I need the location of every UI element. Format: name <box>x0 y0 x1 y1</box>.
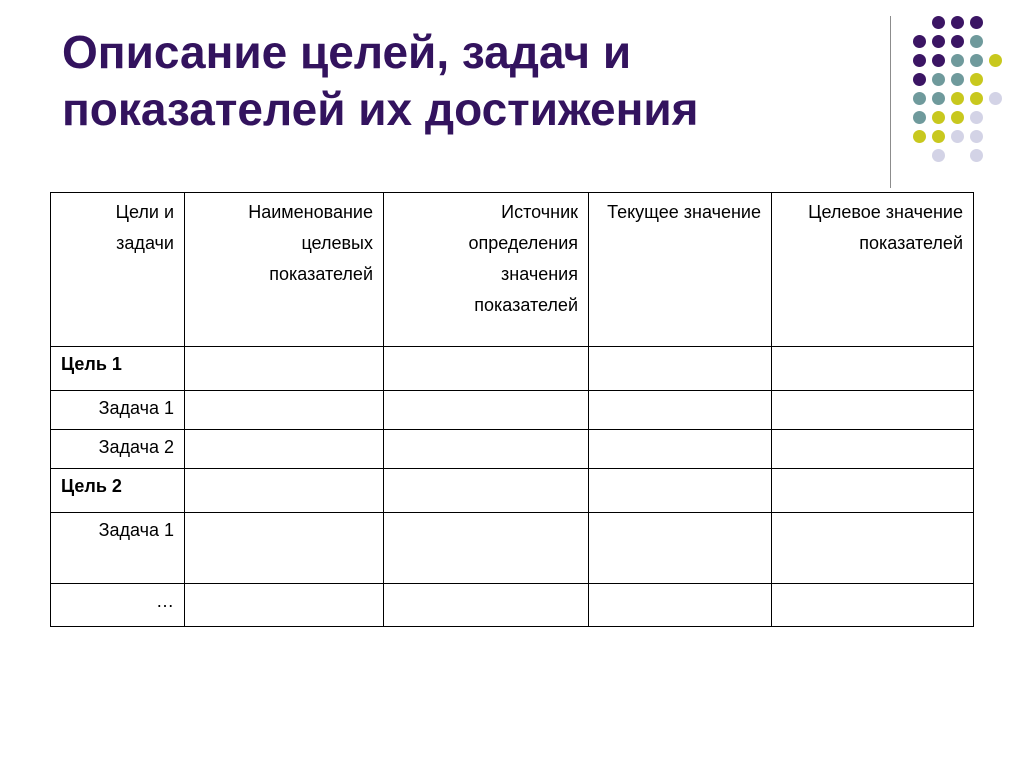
decorative-dot <box>970 73 983 86</box>
header-target-value: Целевое значение показателей <box>772 193 974 347</box>
table-cell[interactable] <box>185 430 384 469</box>
decorative-dot <box>970 16 983 29</box>
row-label: Задача 1 <box>51 391 185 430</box>
table-cell[interactable] <box>589 430 772 469</box>
page-title: Описание целей, задач и показателей их достижения <box>62 26 699 135</box>
table-row <box>51 584 974 627</box>
row-label: … <box>51 584 185 627</box>
decorative-dot <box>913 111 926 124</box>
header-goals-tasks: Цели и задачи <box>51 193 185 347</box>
decorative-dot <box>970 149 983 162</box>
decorative-dot <box>970 130 983 143</box>
table-cell[interactable] <box>772 391 974 430</box>
decorative-dot <box>951 111 964 124</box>
table-cell[interactable] <box>589 469 772 513</box>
header-value-source: Источник определения значения показателей <box>384 193 589 347</box>
decorative-dot <box>951 73 964 86</box>
decorative-dot <box>932 92 945 105</box>
table-cell[interactable] <box>772 430 974 469</box>
table-cell[interactable] <box>772 347 974 391</box>
row-label: Задача 2 <box>51 430 185 469</box>
decorative-dot <box>932 130 945 143</box>
table-cell[interactable] <box>589 584 772 627</box>
decorative-dot <box>913 35 926 48</box>
decorative-dot <box>913 92 926 105</box>
table-cell[interactable] <box>384 584 589 627</box>
decorative-dot <box>951 130 964 143</box>
table-cell[interactable] <box>772 469 974 513</box>
decorative-dot <box>913 54 926 67</box>
decorative-dot <box>932 149 945 162</box>
decorative-dot <box>970 54 983 67</box>
table-cell[interactable] <box>185 513 384 584</box>
table-cell[interactable] <box>384 391 589 430</box>
decorative-dot <box>913 130 926 143</box>
table-cell[interactable] <box>589 347 772 391</box>
table-cell[interactable] <box>772 584 974 627</box>
table-cell[interactable] <box>384 347 589 391</box>
row-label: Задача 1 <box>51 513 185 584</box>
table-row <box>51 513 974 584</box>
decorative-dot <box>951 92 964 105</box>
decorative-dot <box>989 54 1002 67</box>
table-row <box>51 347 974 391</box>
table-cell[interactable] <box>384 513 589 584</box>
decorative-dot <box>970 92 983 105</box>
decorative-dot <box>932 35 945 48</box>
table-row <box>51 469 974 513</box>
title-divider <box>890 16 891 188</box>
table-cell[interactable] <box>185 584 384 627</box>
table-cell[interactable] <box>185 469 384 513</box>
table-row <box>51 391 974 430</box>
table-cell[interactable] <box>589 391 772 430</box>
decorative-dot <box>932 54 945 67</box>
row-label: Цель 1 <box>51 347 185 391</box>
decorative-dot <box>951 16 964 29</box>
table-cell[interactable] <box>589 513 772 584</box>
table-cell[interactable] <box>185 347 384 391</box>
decorative-dot <box>989 92 1002 105</box>
decorative-dot <box>970 35 983 48</box>
header-current-value: Текущее значение <box>589 193 772 347</box>
table-cell[interactable] <box>772 513 974 584</box>
goals-table <box>50 192 974 627</box>
table-header-row <box>51 193 974 347</box>
table-cell[interactable] <box>185 391 384 430</box>
row-label: Цель 2 <box>51 469 185 513</box>
decorative-dot <box>913 73 926 86</box>
decorative-dot <box>951 35 964 48</box>
decorative-dot <box>932 111 945 124</box>
decorative-dot <box>951 54 964 67</box>
decorative-dot <box>932 16 945 29</box>
decorative-dot <box>970 111 983 124</box>
table-cell[interactable] <box>384 469 589 513</box>
decorative-dot <box>932 73 945 86</box>
table-cell[interactable] <box>384 430 589 469</box>
header-indicator-name: Наименование целевых показателей <box>185 193 384 347</box>
table-row <box>51 430 974 469</box>
